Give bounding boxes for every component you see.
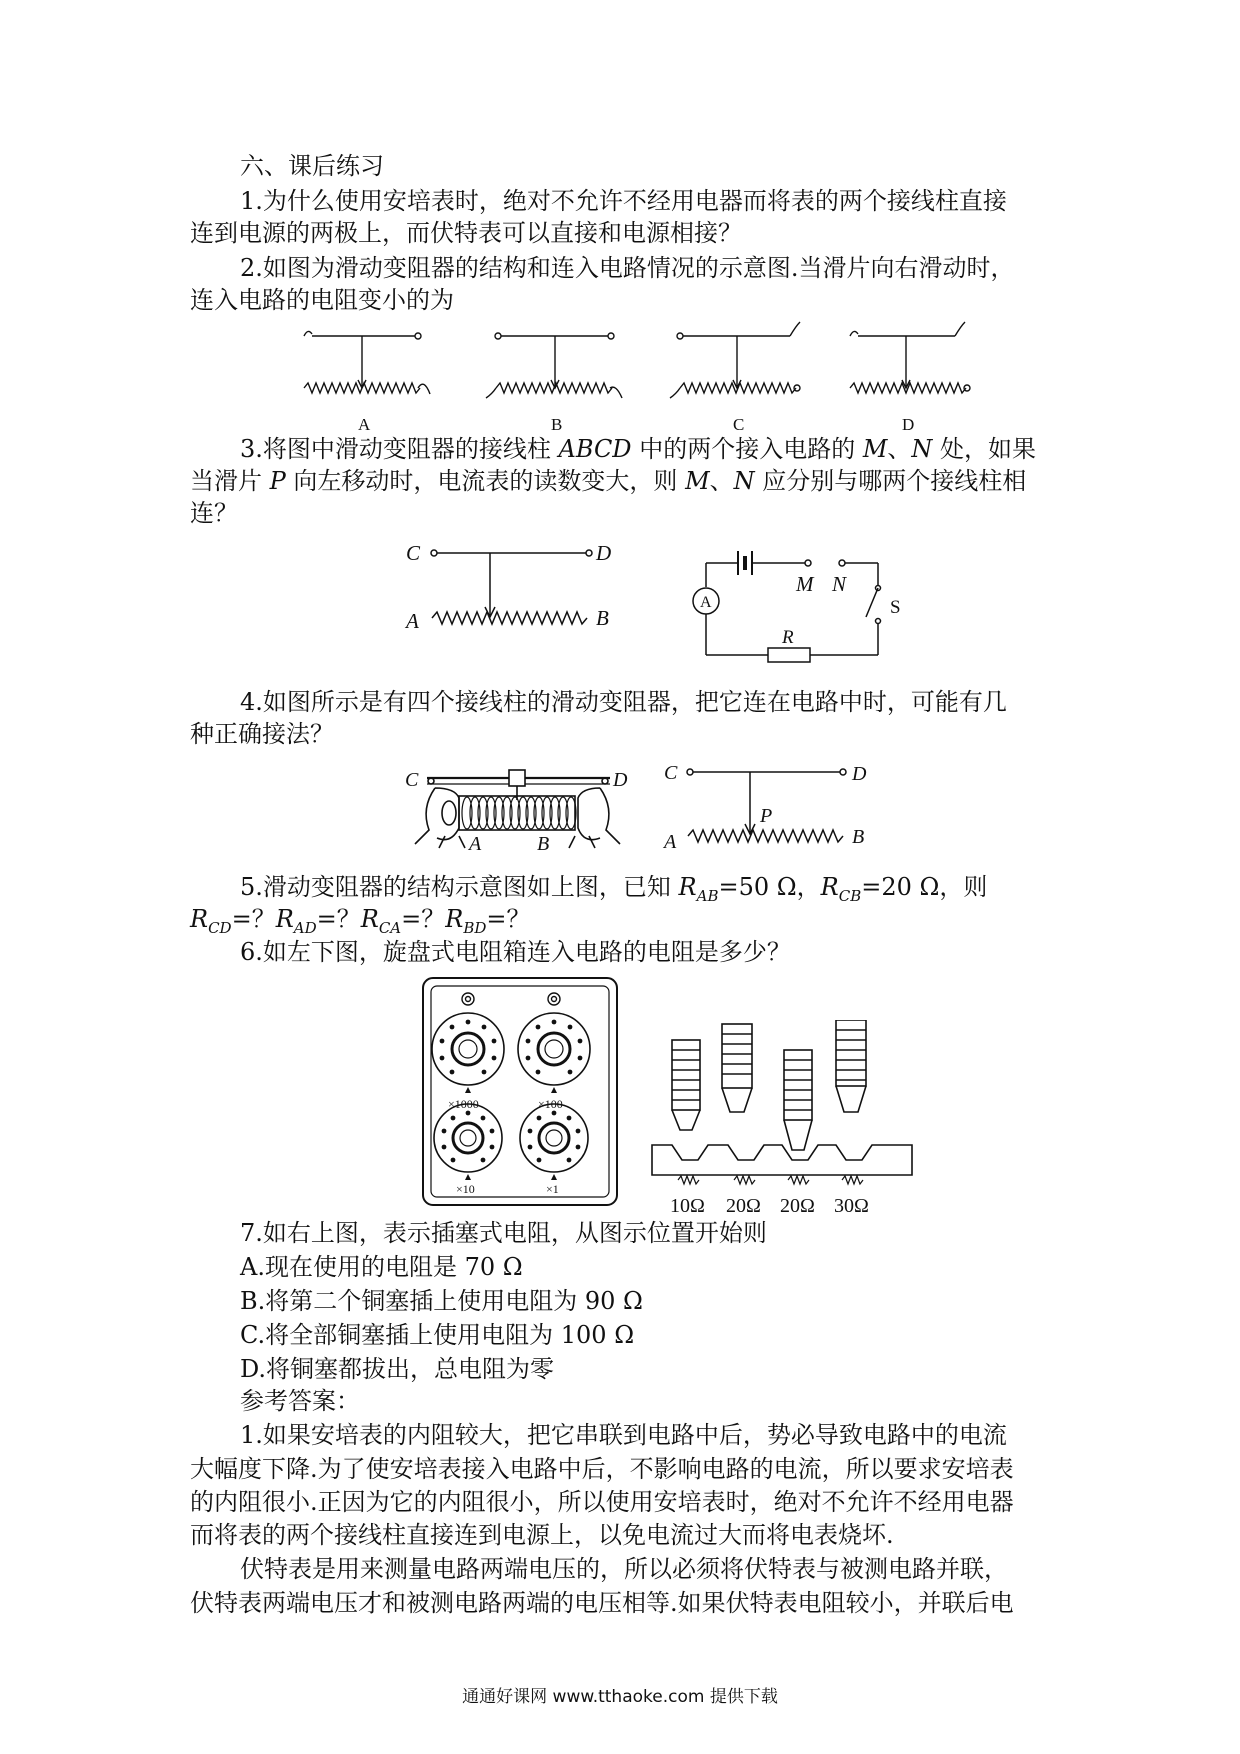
dial-x100 (518, 1013, 590, 1093)
plug-4 (836, 1020, 866, 1112)
q3-terminal-d: D (596, 541, 612, 565)
q4-drawing-terminal-d: D (613, 769, 628, 791)
answer-line-2: 大幅度下降.为了使安培表接入电路中后，不影响电路的电流，所以要求安培表 (190, 1455, 1014, 1483)
q4-schematic-terminal-d: D (852, 763, 867, 785)
q2-rheostat-figures (290, 320, 1010, 435)
q4-line1: 4.如图所示是有四个接线柱的滑动变阻器，把它连在电路中时，可能有几 (240, 688, 1007, 716)
q3-line2: 当滑片 P 向左移动时，电流表的读数变大，则 M、N 应分别与哪两个接线柱相 (190, 467, 1027, 495)
q3-line3: 连？ (190, 499, 238, 527)
q2-option-d-label: D (902, 415, 915, 434)
q6-dial-resistance-box (420, 975, 620, 1208)
plug-3 (784, 1050, 812, 1150)
q3-point-n: N (832, 572, 847, 596)
q2-option-b-label: B (551, 415, 563, 434)
q4-drawing-terminal-a: A (469, 833, 482, 853)
dial-x1 (520, 1104, 588, 1180)
q4-slider-label: P (760, 805, 773, 827)
plug-1 (672, 1040, 700, 1130)
plug-2-value: 20Ω (726, 1195, 761, 1217)
q1-line2: 连到电源的两极上，而伏特表可以直接和电源相接？ (190, 219, 742, 247)
q3-terminal-c: C (406, 541, 421, 565)
answer-line-6: 伏特表两端电压才和被测电路两端的电压相等.如果伏特表电阻较小，并联后电 (190, 1589, 1014, 1617)
q3-point-m: M (796, 572, 814, 596)
q4-line2: 种正确接法？ (190, 720, 334, 748)
q5-line1: 5.滑动变阻器的结构示意图如上图，已知 $R_{AB}=50$ Ω，$R_{CB}=20$ Ω，则 (240, 873, 988, 905)
q4-drawing-terminal-c: C (405, 769, 419, 791)
q3-terminal-b: B (596, 606, 609, 630)
dial-x1000 (432, 1013, 504, 1093)
q1-line1: 1.为什么使用安培表时，绝对不允许不经用电器而将表的两个接线柱直接 (240, 187, 1007, 215)
q7-option-a: A.现在使用的电阻是 70 Ω (240, 1253, 523, 1281)
q5-line2: $R_{CD}=$？$R_{AD}=$？$R_{CA}=$？$R_{BD}=$？ (190, 905, 531, 937)
plug-2 (722, 1024, 752, 1112)
dial-x100-multiplier: ×100 (538, 1097, 563, 1111)
dial-x10-multiplier: ×10 (456, 1182, 475, 1196)
q3-rheostat-figure (400, 535, 640, 650)
q3-resistor-label: R (782, 627, 794, 648)
q2-option-a-label: A (358, 415, 371, 434)
q2-line2: 连入电路的电阻变小的为 (190, 286, 454, 314)
plug-1-value: 10Ω (670, 1195, 705, 1217)
answer-line-1: 1.如果安培表的内阻较大，把它串联到电路中后，势必导致电路中的电流 (240, 1421, 1007, 1449)
dial-x1000-multiplier: ×1000 (448, 1097, 479, 1111)
page-footer: 通通好课网 www.tthaoke.com 提供下载 (462, 1687, 778, 1707)
q4-rheostat-drawing (405, 758, 630, 853)
q2-option-a-figure (304, 331, 430, 394)
q2-option-b-figure (486, 333, 622, 398)
q4-rheostat-schematic (660, 752, 895, 862)
q2-option-c-figure (670, 322, 800, 398)
q2-line1: 2.如图为滑动变阻器的结构和连入电路情况的示意图.当滑片向右滑动时， (240, 254, 1015, 282)
q7-option-d: D.将铜塞都拔出，总电阻为零 (240, 1355, 555, 1383)
q7-line1: 7.如右上图，表示插塞式电阻，从图示位置开始则 (240, 1219, 767, 1247)
dial-x10 (434, 1104, 502, 1180)
q7-option-b: B.将第二个铜塞插上使用电阻为 90 Ω (240, 1287, 643, 1315)
answer-line-4: 而将表的两个接线柱直接连到电源上，以免电流过大而将电表烧坏. (190, 1521, 894, 1549)
q2-option-d-figure (850, 322, 970, 393)
q3-circuit-figure (690, 545, 915, 670)
q4-schematic-terminal-c: C (664, 762, 678, 784)
q3-ammeter-icon: A (700, 594, 712, 611)
q3-line1: 3.将图中滑动变阻器的接线柱 ABCD 中的两个接入电路的 M、N 处，如果 (240, 435, 1037, 463)
q7-option-c: C.将全部铜塞插上使用电阻为 100 Ω (240, 1321, 635, 1349)
q3-terminal-a: A (406, 609, 419, 633)
q4-schematic-terminal-b: B (852, 826, 865, 848)
section-title: 六、课后练习 (240, 152, 384, 180)
answer-line-3: 的内阻很小.正因为它的内阻很小，所以使用安培表时，绝对不允许不经用电器 (190, 1488, 1014, 1516)
plug-3-value: 20Ω (780, 1195, 815, 1217)
q7-plug-resistance-box (650, 1020, 920, 1220)
q2-option-c-label: C (733, 415, 745, 434)
q4-drawing-terminal-b: B (537, 833, 550, 853)
q3-switch-label: S (890, 597, 901, 618)
answer-line-5: 伏特表是用来测量电路两端电压的，所以必须将伏特表与被测电路并联， (240, 1555, 1008, 1583)
dial-x1-multiplier: ×1 (546, 1182, 559, 1196)
q4-schematic-terminal-a: A (664, 831, 677, 853)
answers-title: 参考答案： (240, 1387, 360, 1415)
q6-line1: 6.如左下图，旋盘式电阻箱连入电路的电阻是多少？ (240, 938, 791, 966)
plug-4-value: 30Ω (834, 1195, 869, 1217)
